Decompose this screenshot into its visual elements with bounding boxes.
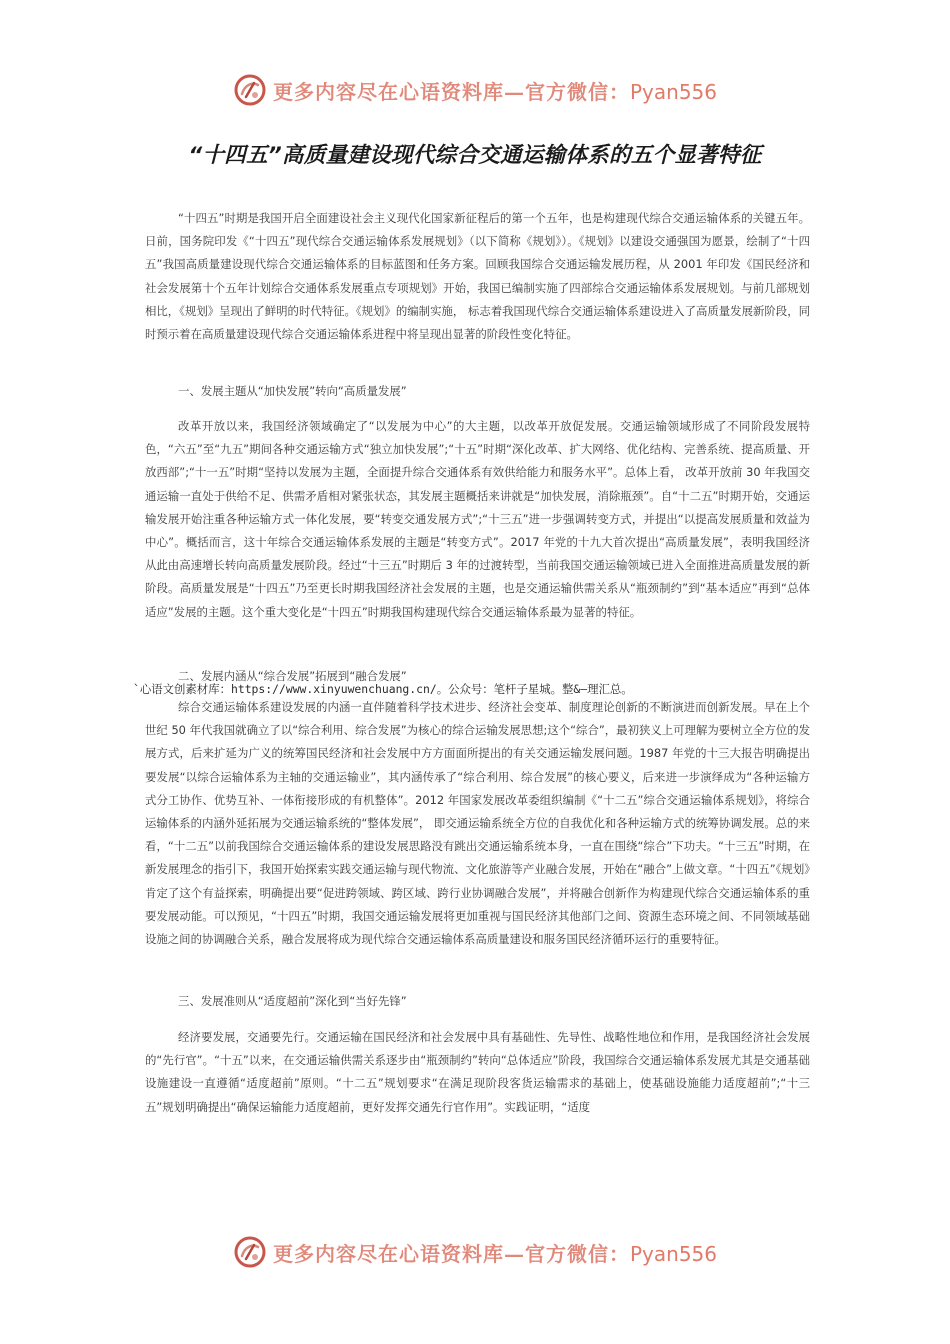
section-2-paragraph: 综合交通运输体系建设发展的内涵一直伴随着科学技术进步、经济社会变革、制度理论创新的不断演进而创新发展。早在上个世纪 50 年代我国就确立了以“综合利用、综合发展”为核心的综合运输发展思想;这个“综合”，最初狭义上可理解为要树立全方位的发展方式，后来扩延为广义的统筹国民经济和社会发展中方方面面所提出的有关交通运输发展问题。1987 年党的十三大报告明确提出要发展“以综合运输体系为主轴的交通运输业”，其内涵传承了“综合利用、综合发展”的核心要义，后来进一步演绎成为“各种运输方式分工协作、优势互补、一体衔接形成的有机整体”。2012 年国家发展改革委组织编制《“十二五”综合交通运输体系规划》，将综合运输体系的内涵外延拓展为交通运输系统的“整体发展”， 即交通运输系统全方位的自我优化和各种运输方式的统筹协调发展。总的来看，“十二五”以前我国综合交通运输体系的建设发展思路没有跳出交通运输系统本身，一直在围绕“综合”下功夫。“十三五”时期，在新发展理念的指引下，我国开始探索实践交通运输与现代物流、文化旅游等产业融合发展，开始在“融合”上做文章。“十四五”《规划》肯定了这个有益探索，明确提出要“促进跨领域、跨区域、跨行业协调融合发展”，并将融合创新作为构建现代综合交通运输体系的重要发展动能。可以预见，“十四五”时期，我国交通运输发展将更加重视与国民经济其他部门之间、资源生态环境之间、不同领域基础设施之间的协调融合关系，融合发展将成为现代综合交通运输体系高质量建设和服务国民经济循环运行的重要特征。: [145, 700, 810, 947]
section-3: [145, 990, 810, 1013]
section-2-body: [145, 696, 810, 951]
footer-banner-wechat-id: Pyan556: [629, 1241, 717, 1266]
section-1-heading: 一、发展主题从“加快发展”转向“高质量发展”: [178, 384, 407, 398]
brand-logo-icon: [233, 1235, 267, 1269]
footer-banner-text-cn: 更多内容尽在心语资料库—官方微信：: [272, 1241, 630, 1266]
intro-paragraph: “十四五”时期是我国开启全面建设社会主义现代化国家新征程后的第一个五年，也是构建现代综合交通运输体系的关键五年。日前，国务院印发《“十四五”现代综合交通运输体系发展规划》（以下简称《规划》）。《规划》以建设交通强国为愿景，绘制了“十四五”我国高质量建设现代综合交通运输体系的目标蓝图和任务方案。回顾我国综合交通运输发展历程，从 2001 年印发《国民经济和社会发展第十个五年计划综合交通体系发展重点专项规划》开始，我国已编制实施了四部综合交通运输体系发展规划。与前几部规划相比，《规划》呈现出了鲜明的时代特征。《规划》的编制实施， 标志着我国现代综合交通运输体系建设进入了高质量发展新阶段，同时预示着在高质量建设现代综合交通运输体系进程中将呈现出显著的阶段性变化特征。: [145, 211, 810, 342]
intro-section: [145, 207, 810, 346]
source-notice: `心语文创素材库：https://www.xinyuwenchuang.cn/。公众号：笔杆子星城。整&—理汇总。: [133, 682, 633, 696]
banner-wechat-id: Pyan556: [629, 79, 717, 104]
footer-banner: [0, 1232, 950, 1272]
section-2-heading: 二、发展内涵从“综合发展”拓展到“融合发展”: [178, 669, 407, 683]
footer-banner-text: [273, 1238, 717, 1267]
section-1-paragraph: 改革开放以来，我国经济领域确定了“以发展为中心”的大主题，以改革开放促发展。交通运输领域形成了不同阶段发展特色，“六五”至“九五”期间各种交通运输方式“独立加快发展”;“十五”时期“深化改革、扩大网络、优化结构、完善系统、提高质量、开放西部”;“十一五”时期“坚持以发展为主题，全面提升综合交通体系有效供给能力和服务水平”。总体上看， 改革开放前 30 年我国交通运输一直处于供给不足、供需矛盾相对紧张状态，其发展主题概括来讲就是“加快发展，消除瓶颈”。自“十二五”时期开始，交通运输发展开始注重各种运输方式一体化发展，要“转变交通发展方式”;“十三五”进一步强调转变方式，并提出“以提高发展质量和效益为中心”。概括而言，这十年综合交通运输体系发展的主题是“转变方式”。2017 年党的十九大首次提出“高质量发展”，表明我国经济从此由高速增长转向高质量发展阶段。经过“十三五”时期后 3 年的过渡转型，当前我国交通运输领域已进入全面推进高质量发展的新阶段。高质量发展是“十四五”乃至更长时期我国经济社会发展的主题，也是交通运输供需关系从“瓶颈制约”到“基本适应”再到“总体适应”发展的主题。这个重大变化是“十四五”时期我国构建现代综合交通运输体系最为显著的特征。: [145, 419, 810, 619]
section-1-body: [145, 415, 810, 624]
section-3-body: [145, 1026, 810, 1119]
section-3-heading: 三、发展准则从“适度超前”深化到“当好先锋”: [178, 994, 407, 1008]
footer-banner-content: [233, 1235, 717, 1269]
brand-logo-icon: [233, 73, 267, 107]
banner-text-cn: 更多内容尽在心语资料库—官方微信：: [272, 79, 630, 104]
banner-text: [273, 76, 717, 105]
section-3-paragraph: 经济要发展，交通要先行。交通运输在国民经济和社会发展中具有基础性、先导性、战略性地位和作用，是我国经济社会发展的“先行官”。“十五”以来，在交通运输供需关系逐步由“瓶颈制约”转向“总体适应”阶段，我国综合交通运输体系发展尤其是交通基础设施建设一直遵循“适度超前”原则。“十二五”规划要求“在满足现阶段客货运输需求的基础上，使基础设施能力适度超前”;“十三五”规划明确提出“确保运输能力适度超前，更好发挥交通先行官作用”。实践证明，“适度: [145, 1030, 810, 1114]
section-1: [145, 380, 810, 403]
header-banner: [0, 70, 950, 110]
page-title: “十四五”高质量建设现代综合交通运输体系的五个显著特征: [188, 143, 762, 168]
banner-content: [233, 73, 717, 107]
